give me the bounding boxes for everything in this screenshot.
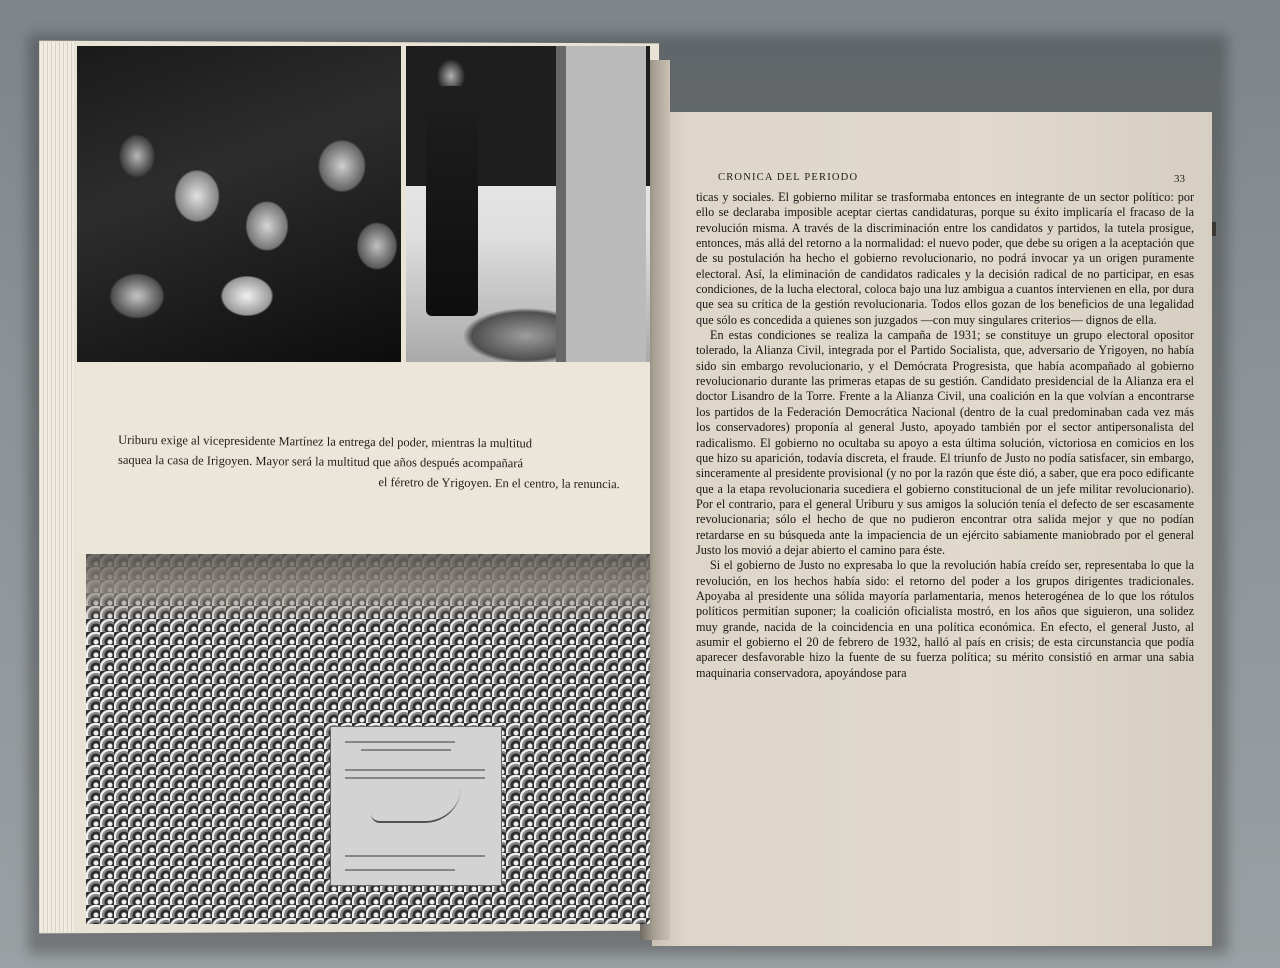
running-head: CRONICA DEL PERIODO [718,172,859,183]
paragraph: ticas y sociales. El gobierno militar se trasformaba entonces en integrante de un sector político: por ello se declaraba imposible aceptar ciertas candidaturas, porque su éxito implicaría el fracaso de la revolución misma. A través de la discriminación entre los candidatos y partidos, la tutela prosigue, entonces, más allá del retorno a la normalidad: el nuevo poder, que debe su origen a la aceptación que de su postulación ha hecho el gobierno revolucionario, no podrá invocar ya un origen puramente electoral. Así, la eliminación de candidatos radicales y la decisión radical de no participar, en esas condiciones, de la lucha electoral, coloca bajo una luz ambigua a cuantos intervienen en ella, por dura que sea su crítica de la gestión revolucionaria. Todos ellos gozan de los beneficios de una legalidad que sólo es concedida a quienes son juzgados —con muy singulares criterios— dignos de ella. [696,190,1194,327]
doc-line [345,741,455,743]
signature-mark [371,787,461,823]
caption-line-3: el féretro de Yrigoyen. En el centro, la renuncia. [378,475,620,492]
page-edges [40,42,74,932]
caption-line-1: Uriburu exige al vicepresidente Martínez la entrega del poder, mientras la multitud [118,432,533,451]
soldier-figure [426,86,478,316]
photo-group-of-men [77,46,401,362]
body-text [696,190,1194,830]
doc-line [345,769,485,771]
paragraph: En estas condiciones se realiza la campaña de 1931; se constituye un grupo electoral opositor tolerado, la Alianza Civil, integrada por el Partido Socialista, que, adversario de Yrigoyen, no había sido sin embargo revolucionario, y el Demócrata Progresista, que había acompañado al gobierno revolucionario durante las primeras etapas de su gestión. Candidato presidencial de la Alianza era el doctor Lisandro de la Torre. Frente a la Alianza Civil, una coalición en la que volvían a encontrarse los partidos de la Federación Democrática Nacional (dentro de la cual predominaban cada vez más los conservadores) proponía al general Justo, apoyado también por el sector antipersonalista del radicalismo. El gobierno no ocultaba su apoyo a esta última solución, victoriosa en comicios en los que hizo su aparición, todavía discreta, el fraude. El triunfo de Justo no podía satisfacer, sin embargo, sinceramente al presidente provisional (y no por la razón que éste dió, a saber, que era poco edificante que a la etapa revolucionaria sucediera el gobierno constitucional de un jefe militar revolucionario). Por el contrario, para el general Uriburu y sus amigos la solución tenía el defecto de ser escasamente revolucionaria; sólo el hecho de que no pudieron encontrar otra salida mejor y que no podían retardarse en su búsqueda ante la impaciencia de un ejército sabiamente maniobrado por el general Justo los movió a dejar abierto el camino para éste. [696,328,1194,557]
photo-soldier-in-ransacked-room [406,46,650,362]
paragraph: Si el gobierno de Justo no expresaba lo que la revolución había creído ser, representaba lo que la revolución, en los hechos había sido: el retorno del poder a los grupos dirigentes tradicionales. Apoyaba al presidente una sólida mayoría parlamentaria, menos heterogénea de lo que los rótulos políticos permitían suponer; la coalición oficialista mostró, en los años que siguieron, una solidez muy grande, nacida de la coincidencia en una política económica. En efecto, el general Justo, al asumir el gobierno el 20 de febrero de 1932, halló al país en crisis; de esta circunstancia que podía aparecer desfavorable hizo la fuente de su fuerza política; su mérito consistió en armar una sabia maquinaria conservadora, apoyándose para [696,558,1194,680]
page-tab-mark [1212,222,1216,236]
doc-line [361,749,451,751]
doc-line [345,869,455,871]
caption-line-2: saquea la casa de Irigoyen. Mayor será la multitud que años después acompañará [117,452,524,471]
page-number: 33 [1174,173,1185,185]
doc-line [345,777,485,779]
photo-caption [118,430,621,494]
resignation-document-image [330,726,502,886]
crowd-building-shade [86,554,650,624]
doc-line [345,855,485,857]
